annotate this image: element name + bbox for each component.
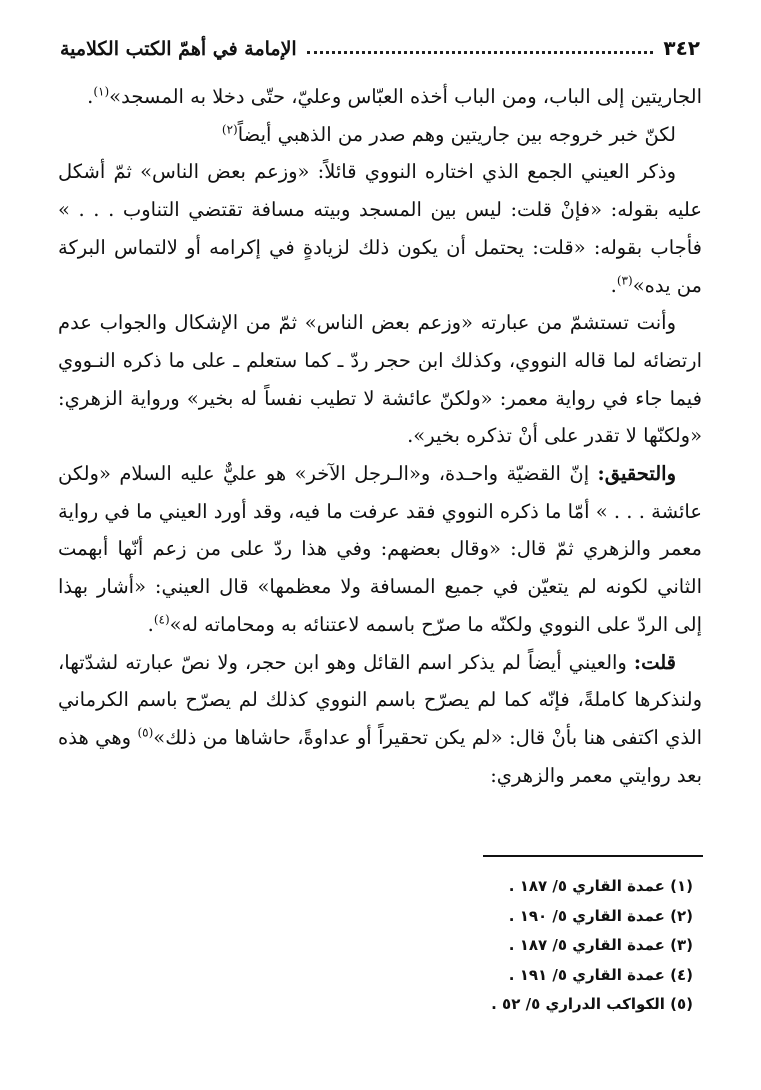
paragraph — [58, 455, 702, 644]
footnote-item: (٣) عمدة القاري ٥/ ١٨٧ . — [508, 936, 693, 954]
text-run: إنّ القضيّة واحـدة، و«الـرجل الآخر» هو عليٌّ عليه السلام «ولكن عائشة . . . » أمّا ما ذكره النووي فقد عرفت ما فيه، وقد أورد العيني ما في رواية معمر والزهري ثمّ قال: «وقال بعضهم: وفي هذا ردّ على من زعم أنّها أبهمت الثاني لكونه لم يتعيّن في جميع المسافة ولا معظمها» قال العيني: «أشار بهذا إلى الردّ على النووي ولكنّه ما صرّح باسمه لاعتنائه به ومحاماته له» — [58, 462, 702, 636]
footnote-reference: (٤) — [153, 612, 170, 627]
text-run: لكنّ خبر خروجه بين جاريتين وهم صدر من الذهبي أيضاً — [237, 122, 676, 146]
text-run: والعيني أيضاً لم يذكر اسم القائل وهو ابن حجر، ولا نصّ عبارته لشدّتها، ولنذكرها كاملةً، فإنّه كما لم يصرّح باسم النووي كذلك لم يصرّح باسم الكرماني الذي اكتفى هنا بأنْ قال: «لم يكن تحقيراً أو عداوةً، حاشاها من ذلك» — [58, 650, 702, 749]
header-dot-leader — [307, 51, 654, 54]
text-run: . — [147, 612, 154, 636]
footnote-reference: (٥) — [137, 725, 154, 740]
footnote-reference: (٣) — [616, 273, 633, 288]
footnote-item: (١) عمدة القاري ٥/ ١٨٧ . — [508, 877, 693, 895]
footnote-reference: (١) — [93, 84, 110, 99]
footnote-item: (٢) عمدة القاري ٥/ ١٩٠ . — [508, 906, 693, 925]
paragraph — [58, 304, 702, 455]
footnote-item: (٤) عمدة القاري ٥/ ١٩١ . — [508, 965, 693, 984]
running-title: الإمامة في أهمّ الكتب الكلامية — [60, 38, 297, 60]
text-run: الجاريتين إلى الباب، ومن الباب أخذه العبّاس وعليّ، حتّى دخلا به المسجد» — [109, 85, 702, 108]
text-run: . — [610, 273, 617, 297]
bold-lead-in: والتحقيق: — [597, 462, 676, 486]
footnote-reference: (٢) — [221, 122, 238, 137]
page-number: ٣٤٢ — [663, 36, 700, 60]
bold-lead-in: قلت: — [633, 650, 676, 674]
running-header — [60, 26, 700, 60]
paragraph — [58, 644, 702, 795]
footnotes — [193, 872, 693, 1020]
text-run: وهي هذه بعد روايتي معمر والزهري: — [58, 725, 702, 787]
paragraph — [58, 153, 702, 304]
main-text — [58, 78, 702, 794]
paragraph — [58, 78, 702, 116]
text-run: وأنت تستشمّ من عبارته «وزعم بعض الناس» ثمّ من الإشكال والجواب عدم ارتضائه لما قاله النووي، وكذلك ابن حجر ردّ ـ كما ستعلم ـ على ما ذكره النـووي فيما جاء في رواية معمر: «ولكنّ عائشة لا تطيب نفساً له بخير» ورواية الزهري: «ولكنّها لا تقدر على أنْ تذكره بخير». — [58, 311, 702, 448]
footnote-item: (٥) الكواكب الدراري ٥/ ٥٢ . — [491, 995, 693, 1013]
footnote-separator — [483, 855, 703, 857]
text-run: . — [87, 85, 94, 108]
paragraph — [58, 116, 702, 154]
text-run: وذكر العيني الجمع الذي اختاره النووي قائلاً: «وزعم بعض الناس» ثمّ أشكل عليه بقوله: «فإنْ قلت: ليس بين المسجد وبيته مسافة تقتضي التناوب . . . » فأجاب بقوله: «قلت: يحتمل أن يكون ذلك لزيادةٍ في إكرامه أو لالتماس البركة من يده» — [58, 160, 702, 297]
